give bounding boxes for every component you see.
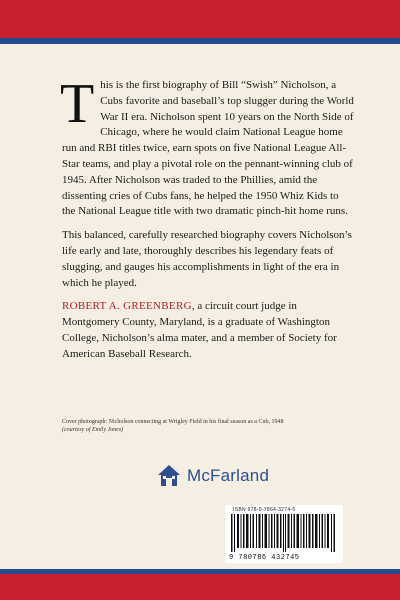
bottom-red-band [0, 574, 400, 600]
publisher-logo [156, 462, 269, 490]
intro-text: his is the first biography of Bill “Swish” Nicholson, a Cubs favorite and baseball’s top slugger during the World War II era. Nicholson spent 10 years on the North Side of Chicago, where he would claim National League home run and RBI titles twice, earn spots on five National League All-Star teams, and play a pivotal role on the pennant-winning club of 1945. After Nicholson was traded to the Phillies, amid the dissenting cries of Cubs fans, he helped the 1950 Whiz Kids to the National League title with two dramatic pinch-hit home runs. [62, 79, 354, 218]
photo-credit [62, 418, 362, 434]
barcode-number: 9 780786 432745 [229, 554, 300, 562]
barcode-icon [231, 514, 337, 552]
top-white-stripe [0, 44, 400, 47]
author-bio: , a circuit court judge in Montgomery County, Maryland, is a graduate of Washington College, Nicholson’s alma mater, and a member of Society for American Baseball Research. [62, 300, 337, 360]
barcode-block [225, 505, 343, 563]
author-paragraph [62, 299, 354, 362]
author-name: ROBERT A. GREENBERG [62, 300, 192, 313]
top-red-band [0, 0, 400, 38]
photo-credit-line: Cover photograph: Nicholson connecting at Wrigley Field in his final season as a Cub, 1948 [62, 419, 284, 425]
summary-paragraph [62, 228, 354, 291]
summary-text: This balanced, carefully researched biography covers Nicholson’s life early and late, thoroughly describes his legendary feats of slugging, and gauges his accomplishments in light of the era in which he played. [62, 229, 352, 289]
intro-paragraph [60, 73, 354, 220]
back-cover-copy [60, 73, 354, 371]
publisher-name: McFarland [187, 466, 270, 485]
mcfarland-house-logo-icon [156, 463, 182, 489]
isbn-text: ISBN 978-0-7864-3274-5 [233, 507, 296, 513]
drop-cap: T [60, 73, 95, 135]
photo-credit-courtesy: (courtesy of Emily Jones) [62, 427, 124, 433]
